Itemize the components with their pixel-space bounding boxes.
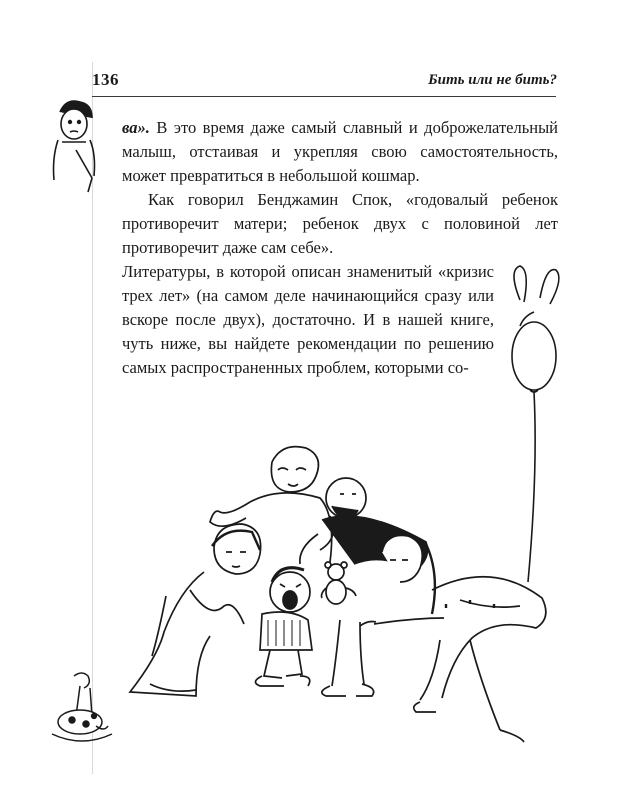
bunny-balloon-icon xyxy=(512,266,559,582)
paragraph-2-b: Литературы, в которой описан знаменитый «кризис трех лет» (на самом деле начинающийся сразу или вскоре после двух), достаточно. И в нашей книге, чуть ниже, вы найдете рекомендации по решению самых распространенных проблем, которыми со- xyxy=(122,262,494,377)
woman-with-headscarf-figure xyxy=(130,524,261,696)
giraffe-toy-icon xyxy=(52,673,112,741)
man-legs-figure xyxy=(322,620,374,696)
teddy-bear-figure xyxy=(322,562,357,604)
paragraph-2-a: Как говорил Бенджамин Спок, «годовалый ребенок противоречит матери; ребенок двух с половиной лет противоречит даже сам себе». xyxy=(122,190,558,257)
paragraph-1-rest: В это время даже самый славный и доброжелательный малыш, отстаивая и укрепляя свою самостоятельность, может превратиться в небольшой кошмар. xyxy=(122,118,558,185)
man-head-margin-icon xyxy=(54,101,95,192)
family-around-crying-child-illustration xyxy=(130,447,546,742)
running-title: Бить или не бить? xyxy=(428,72,557,88)
crying-child-figure xyxy=(255,568,312,686)
page-number: 136 xyxy=(92,70,119,89)
bending-woman-figure xyxy=(360,534,546,742)
paragraph-1-lead: ва». xyxy=(122,118,150,137)
